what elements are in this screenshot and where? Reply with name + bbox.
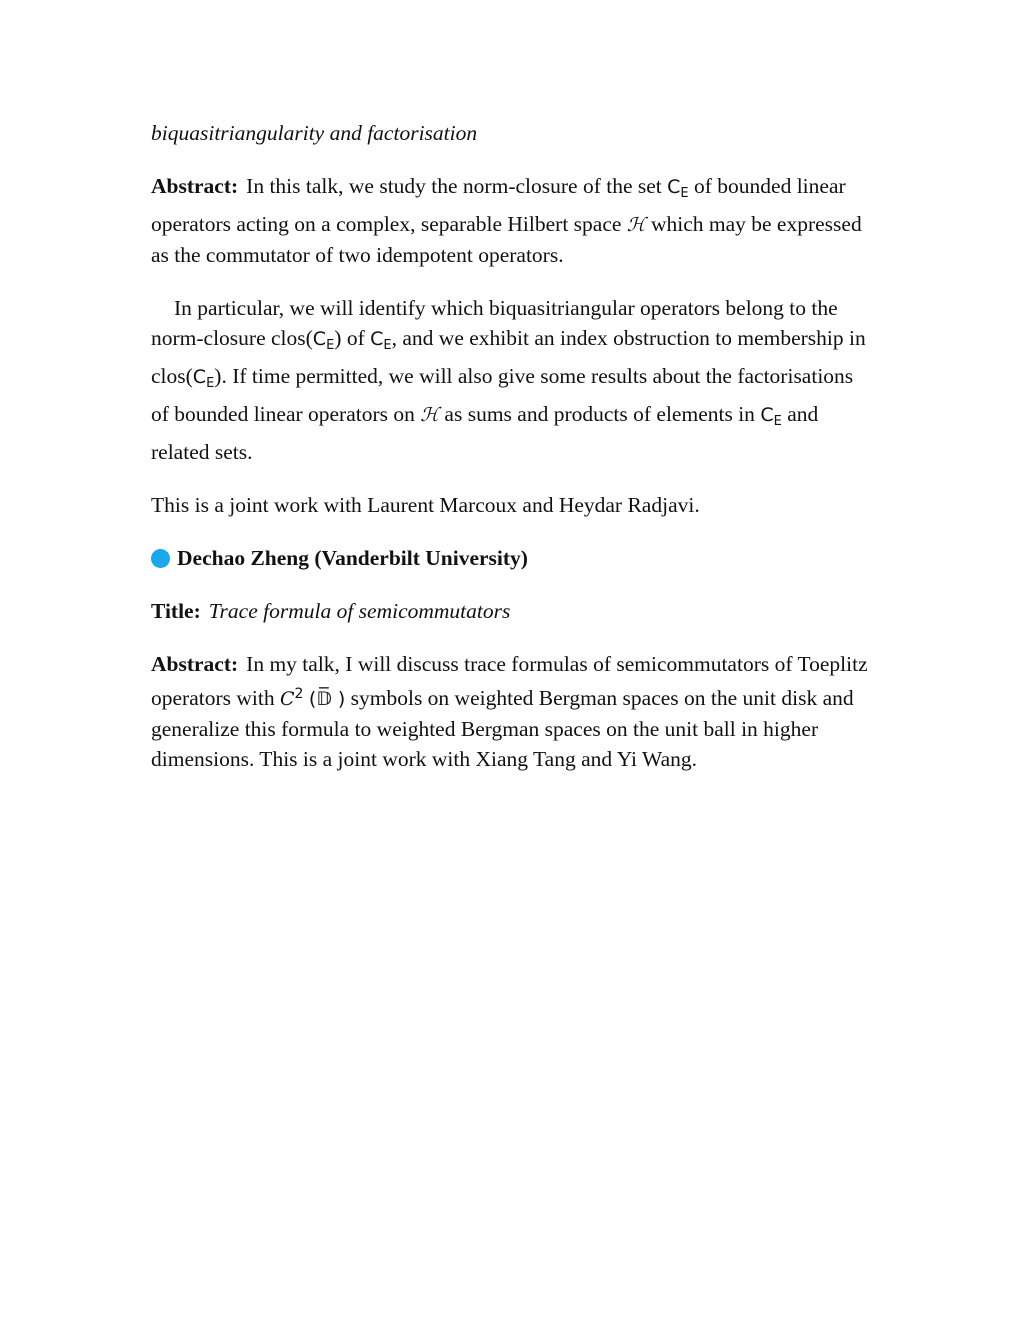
talk-abstract: Abstract: In my talk, I will discuss trace formulas of semicommutators of Toeplitz operators with 𝐶$^2$ (𝔻̅ ) symbols on weighted Bergman spaces on the unit disk and generalize this formula to weighted Bergman spaces on the unit ball in higher dimensions. This is a joint work with Xiang Tang and Yi Wang. bbox=[151, 652, 868, 771]
abstract-paragraph-2: In particular, we will identify which biquasitriangular operators belong to the norm-closure clos(CE) of CE, and we exhibit an index obstruction to membership in clos(CE). If time permitted, we will also give some results about the factorisations of bounded linear operators on ℋ as sums and products of elements in CE and related sets. bbox=[151, 296, 866, 464]
talk-title: Trace formula of semicommutators bbox=[208, 599, 511, 623]
abstract-paragraph-3: This is a joint work with Laurent Marcoux and Heydar Radjavi. bbox=[151, 493, 700, 517]
speaker-heading bbox=[151, 543, 876, 573]
talk-title-continuation: biquasitriangularity and factorisation bbox=[151, 121, 478, 145]
speaker-name: Dechao Zheng (Vanderbilt University) bbox=[177, 546, 528, 570]
abstract-paragraph-1: Abstract: In this talk, we study the norm-closure of the set CE of bounded linear operators acting on a complex, separable Hilbert space ℋ which may be expressed as the commutator of two idempotent operators. bbox=[151, 174, 862, 267]
hilbert-space-symbol: ℋ bbox=[420, 404, 440, 426]
hilbert-space-symbol: ℋ bbox=[626, 214, 646, 236]
bullet-icon bbox=[151, 549, 170, 568]
talk-title-line bbox=[151, 596, 876, 626]
abstract-label: Abstract: bbox=[151, 652, 239, 676]
abstract-label: Abstract: bbox=[151, 174, 239, 198]
document-page bbox=[151, 118, 876, 797]
title-label: Title: bbox=[151, 599, 201, 623]
